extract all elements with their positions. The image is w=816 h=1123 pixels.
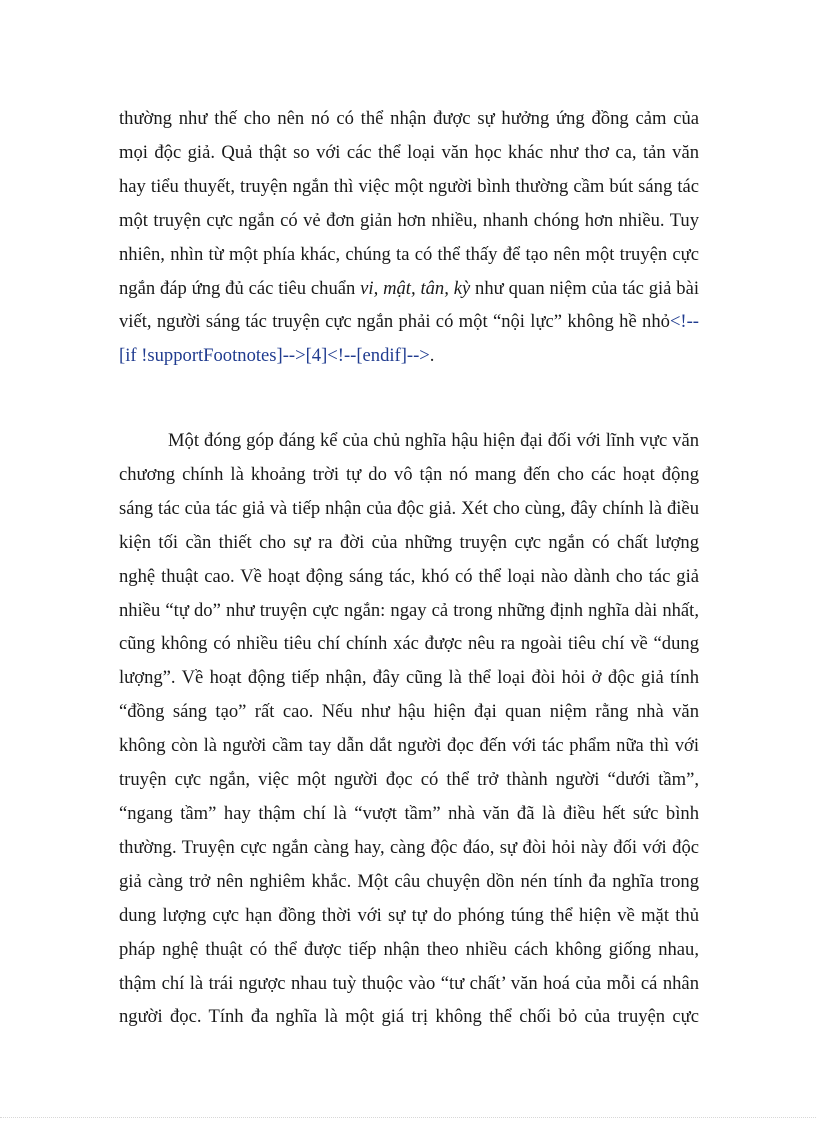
footnote-link[interactable]: [if !supportFootnotes]-->[4]<!--[endif]--> bbox=[119, 345, 430, 367]
text-line: Một đóng góp đáng kể của chủ nghĩa hậu hiện đại đối với lĩnh vực văn bbox=[168, 430, 699, 451]
text-line: nhiên, nhìn từ một phía khác, chúng ta có thể thấy để tạo nên một truyện cực bbox=[119, 243, 699, 265]
text-line: sáng tác của tác giả và tiếp nhận của độc giả. Xét cho cùng, đây chính là điều bbox=[119, 497, 699, 519]
text-line: kiện tối cần thiết cho sự ra đời của những truyện cực ngắn có chất lượng bbox=[119, 531, 699, 553]
text-line: cũng không có nhiều tiêu chí chính xác được nêu ra ngoài tiêu chí về “dung bbox=[119, 633, 699, 655]
page-bottom-divider bbox=[0, 1117, 816, 1118]
text-line: giả càng trở nên nghiêm khắc. Một câu chuyện dồn nén tính đa nghĩa trong bbox=[119, 870, 699, 892]
line-segment: như quan niệm của tác giả bài bbox=[470, 277, 699, 299]
text-line: mọi độc giả. Quả thật so với các thể loại văn học khác như thơ ca, tản văn bbox=[119, 141, 699, 163]
text-line: dung lượng cực hạn đồng thời với sự tự do phóng túng thể hiện về mặt thủ bbox=[119, 904, 699, 926]
text-line: truyện cực ngắn, việc một người đọc có thể trở thành người “dưới tầm”, bbox=[119, 769, 699, 791]
footnote-link-start[interactable]: <!-- bbox=[669, 311, 699, 333]
text-line: “ngang tầm” hay thậm chí là “vượt tầm” nhà văn đã là điều hết sức bình bbox=[119, 802, 699, 824]
text-line-with-italic bbox=[119, 272, 699, 306]
line-segment: viết, người sáng tác truyện cực ngắn phải có một “nội lực” không hề nhỏ bbox=[119, 311, 670, 333]
text-line: chương chính là khoảng trời tự do vô tận nó mang đến cho các hoạt động bbox=[119, 463, 699, 485]
text-line: nhiều “tự do” như truyện cực ngắn: ngay cả trong những định nghĩa dài nhất, bbox=[119, 599, 699, 621]
line-segment: . bbox=[429, 345, 435, 367]
text-line: “đồng sáng tạo” rất cao. Nếu như hậu hiện đại quan niệm rằng nhà văn bbox=[119, 701, 699, 723]
text-line: thường. Truyện cực ngắn càng hay, càng độc đáo, sự đòi hỏi này đối với độc bbox=[119, 836, 699, 858]
text-line: nghệ thuật cao. Về hoạt động sáng tác, khó có thể loại nào dành cho tác giả bbox=[119, 565, 699, 587]
text-line: hay tiểu thuyết, truyện ngắn thì việc một người bình thường cầm bút sáng tác bbox=[119, 175, 699, 197]
paragraph-2 bbox=[119, 424, 699, 1034]
text-line: pháp nghệ thuật có thể được tiếp nhận theo nhiều cách không giống nhau, bbox=[119, 938, 699, 960]
paragraph-1 bbox=[119, 102, 699, 373]
text-line: lượng”. Về hoạt động tiếp nhận, đây cũng là thể loại đòi hỏi ở độc giả tính bbox=[119, 667, 699, 689]
text-line-with-footnote bbox=[119, 305, 699, 339]
text-line-footnote-end bbox=[119, 339, 699, 373]
text-line: thậm chí là trái ngược nhau tuỳ thuộc vào “tư chất’ văn hoá của mỗi cá nhân bbox=[119, 972, 699, 994]
line-segment: ngắn đáp ứng đủ các tiêu chuẩn bbox=[119, 277, 361, 299]
text-line: người đọc. Tính đa nghĩa là một giá trị không thể chối bỏ của truyện cực bbox=[119, 1006, 699, 1028]
text-line: một truyện cực ngắn có vẻ đơn giản hơn nhiều, nhanh chóng hơn nhiều. Tuy bbox=[119, 209, 699, 231]
italic-criteria: vi, mật, tân, kỳ bbox=[360, 277, 471, 299]
text-line: thường như thế cho nên nó có thể nhận được sự hưởng ứng đồng cảm của bbox=[119, 108, 699, 129]
text-line: không còn là người cầm tay dẫn dắt người đọc đến với tác phẩm nữa thì với bbox=[119, 735, 699, 757]
